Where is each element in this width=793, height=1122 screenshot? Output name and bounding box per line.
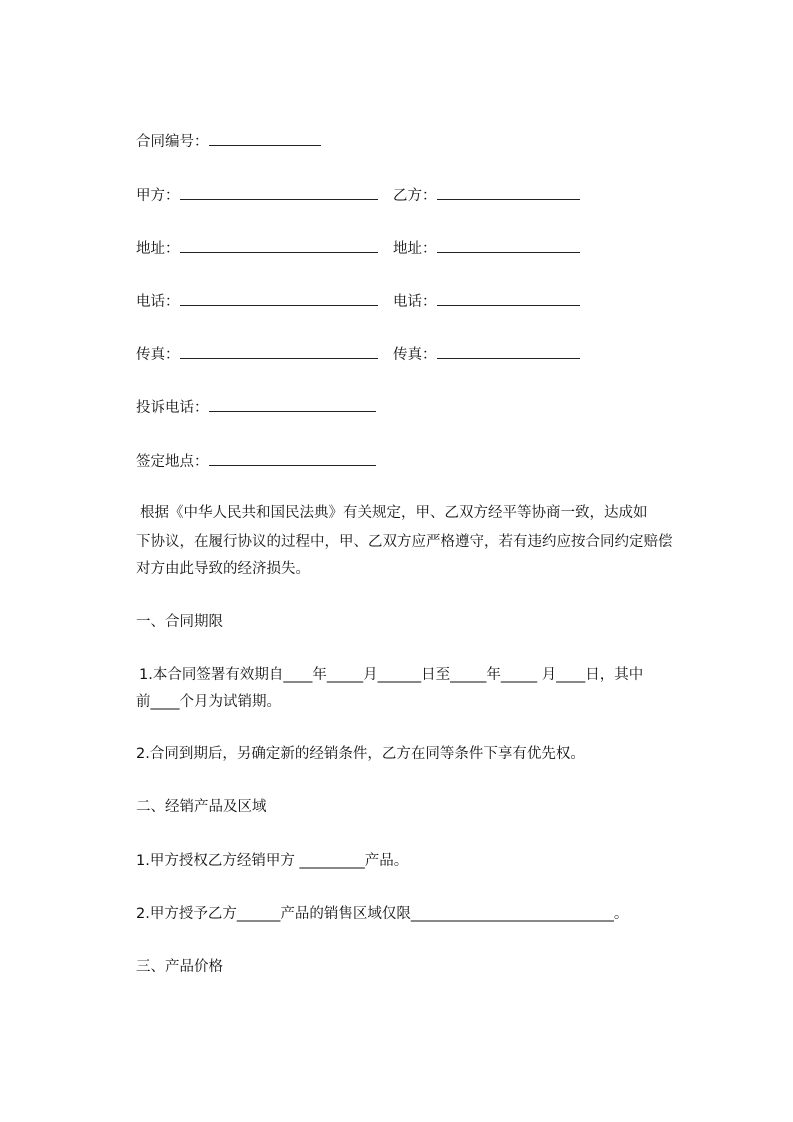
phone-b-blank[interactable] <box>437 291 580 306</box>
phone-a-label: 电话： <box>136 294 180 310</box>
party-a-blank[interactable] <box>180 185 378 200</box>
section-3-title: 三、产品价格 <box>136 959 223 975</box>
party-a-label: 甲方： <box>136 188 180 204</box>
phone-a-blank[interactable] <box>180 291 378 306</box>
complaint-phone-row <box>136 397 376 418</box>
phone-b-row <box>393 291 580 312</box>
party-b-row <box>393 185 580 206</box>
section-1-title: 一、合同期限 <box>136 614 223 630</box>
fax-b-row <box>393 344 580 365</box>
intro-line-1: 根据《中华人民共和国民法典》有关规定，甲、乙双方经平等协商一致，达成如 <box>140 505 648 521</box>
fax-a-label: 传真： <box>136 347 180 363</box>
contract-number-row <box>136 131 321 152</box>
fax-b-label: 传真： <box>393 347 437 363</box>
address-a-label: 地址： <box>136 241 180 257</box>
address-b-label: 地址： <box>393 241 437 257</box>
sign-place-label: 签定地点： <box>136 454 209 470</box>
contract-number-blank[interactable] <box>209 131 321 146</box>
complaint-phone-blank[interactable] <box>209 397 376 412</box>
complaint-phone-label: 投诉电话： <box>136 400 209 416</box>
section-2-item-1: 1.甲方授权乙方经销甲方 _________产品。 <box>136 853 409 869</box>
party-b-blank[interactable] <box>437 185 580 200</box>
fax-a-row <box>136 344 378 365</box>
section-1-item-1-line-2: 前____个月为试销期。 <box>136 694 281 710</box>
phone-a-row <box>136 291 378 312</box>
sign-place-blank[interactable] <box>209 451 376 466</box>
party-b-label: 乙方： <box>393 188 437 204</box>
sign-place-row <box>136 451 376 472</box>
phone-b-label: 电话： <box>393 294 437 310</box>
section-1-item-2: 2.合同到期后，另确定新的经销条件，乙方在同等条件下享有优先权。 <box>136 746 585 762</box>
fax-b-blank[interactable] <box>437 344 580 359</box>
section-1-item-1-line-1: 1.本合同签署有效期自____年_____月______日至_____年_____ 月____日，其中 <box>139 667 644 683</box>
contract-number-label: 合同编号： <box>136 134 209 150</box>
intro-line-2: 下协议，在履行协议的过程中，甲、乙双方应严格遵守，若有违约应按合同约定赔偿 <box>136 534 673 550</box>
intro-line-3: 对方由此导致的经济损失。 <box>136 561 310 577</box>
address-b-row <box>393 238 580 259</box>
section-2-item-2: 2.甲方授予乙方______产品的销售区域仅限____________________________。 <box>136 906 629 922</box>
party-a-row <box>136 185 378 206</box>
fax-a-blank[interactable] <box>180 344 378 359</box>
section-2-title: 二、经销产品及区域 <box>136 799 267 815</box>
address-a-blank[interactable] <box>180 238 378 253</box>
address-a-row <box>136 238 378 259</box>
address-b-blank[interactable] <box>437 238 580 253</box>
